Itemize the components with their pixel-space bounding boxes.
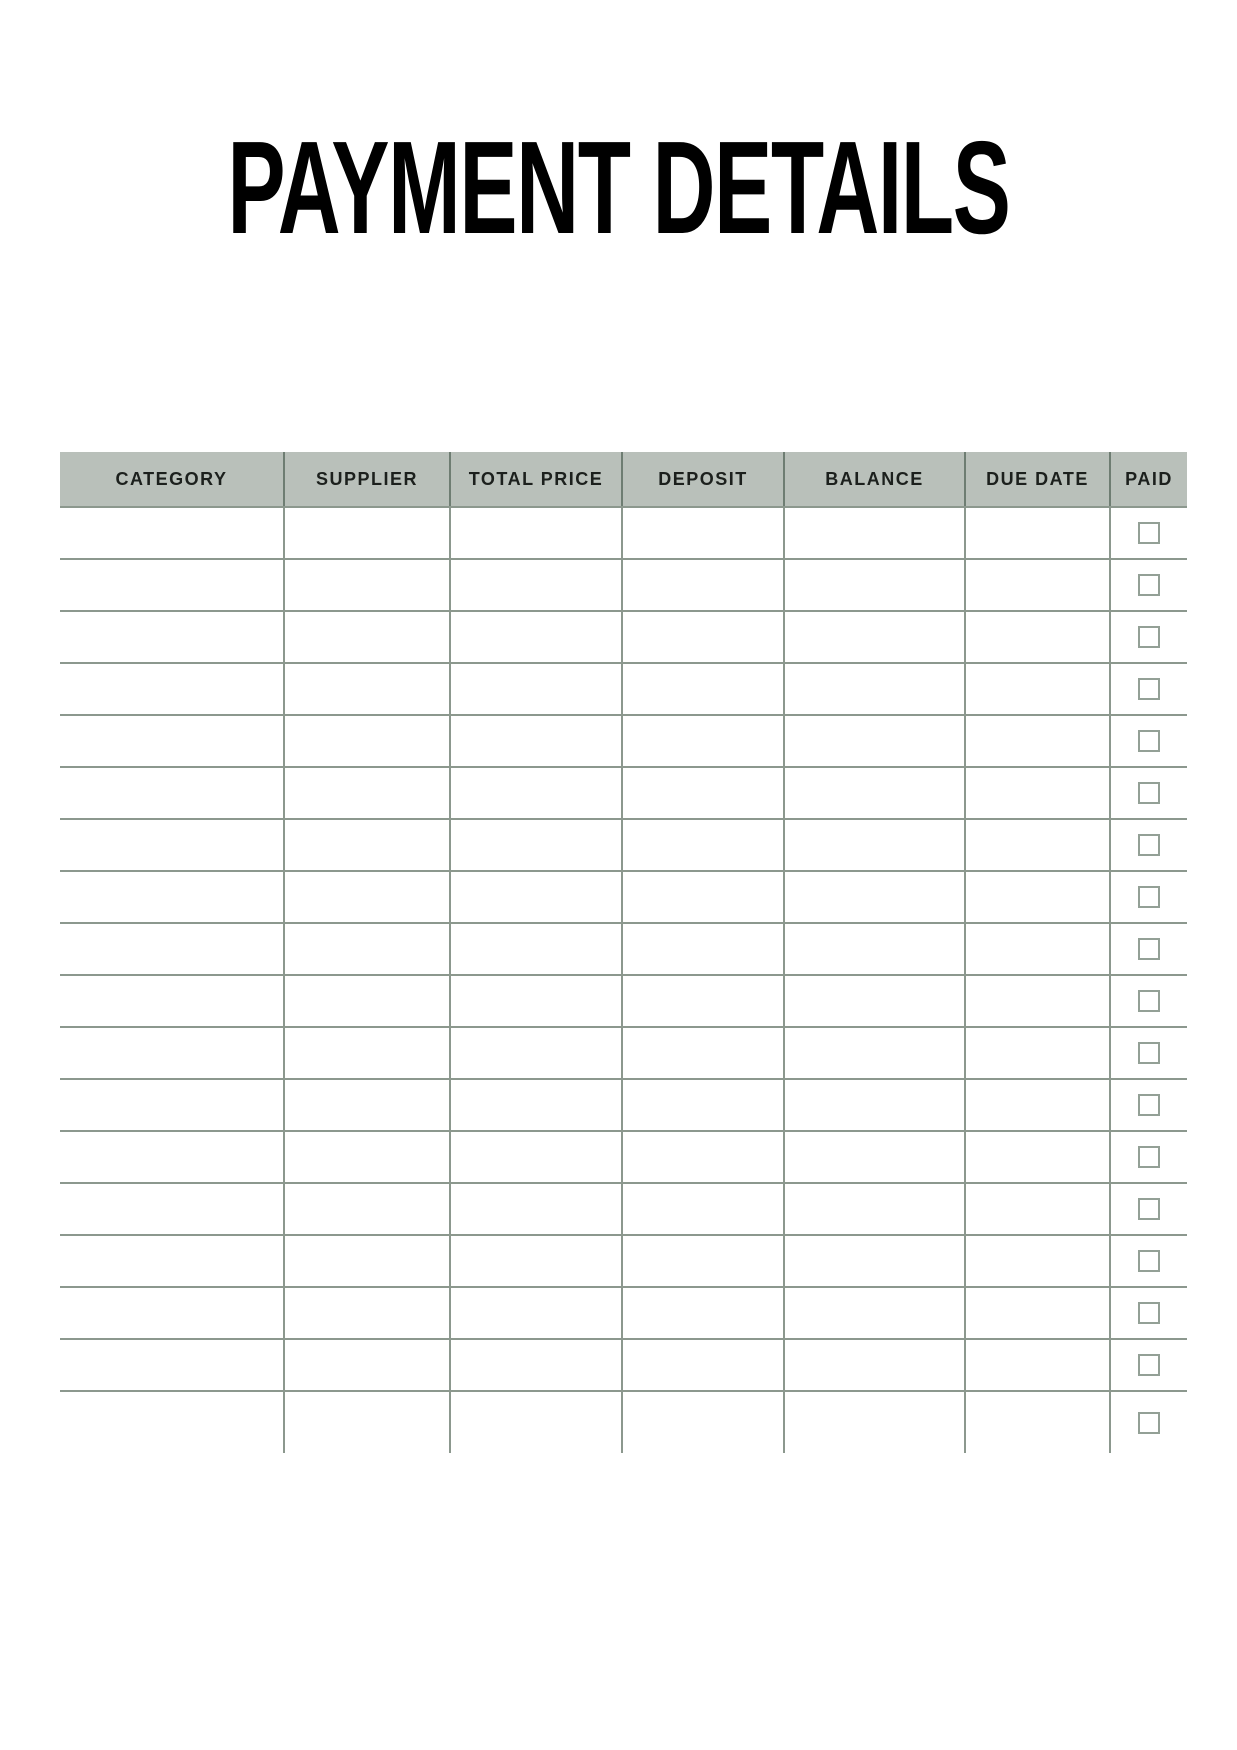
cell-deposit[interactable]	[622, 819, 784, 871]
cell-supplier[interactable]	[284, 871, 450, 923]
paid-checkbox[interactable]	[1138, 1302, 1160, 1324]
cell-supplier[interactable]	[284, 923, 450, 975]
cell-due-date[interactable]	[965, 1027, 1110, 1079]
cell-total-price[interactable]	[450, 1183, 622, 1235]
cell-category[interactable]	[60, 923, 284, 975]
cell-supplier[interactable]	[284, 715, 450, 767]
cell-balance[interactable]	[784, 923, 965, 975]
table-body	[60, 507, 1187, 1453]
paid-checkbox[interactable]	[1138, 834, 1160, 856]
cell-balance[interactable]	[784, 715, 965, 767]
cell-supplier[interactable]	[284, 1183, 450, 1235]
cell-total-price[interactable]	[450, 975, 622, 1027]
cell-deposit[interactable]	[622, 1391, 784, 1453]
cell-paid	[1110, 923, 1187, 975]
cell-category[interactable]	[60, 611, 284, 663]
cell-total-price[interactable]	[450, 923, 622, 975]
cell-balance[interactable]	[784, 1183, 965, 1235]
cell-paid	[1110, 1391, 1187, 1453]
cell-paid	[1110, 1131, 1187, 1183]
cell-total-price[interactable]	[450, 715, 622, 767]
cell-due-date[interactable]	[965, 663, 1110, 715]
cell-category[interactable]	[60, 663, 284, 715]
cell-due-date[interactable]	[965, 1235, 1110, 1287]
cell-category[interactable]	[60, 819, 284, 871]
table-row	[60, 663, 1187, 715]
cell-supplier[interactable]	[284, 611, 450, 663]
cell-deposit[interactable]	[622, 1183, 784, 1235]
cell-due-date[interactable]	[965, 1183, 1110, 1235]
header-row	[60, 452, 1187, 507]
cell-due-date[interactable]	[965, 559, 1110, 611]
cell-deposit[interactable]	[622, 663, 784, 715]
cell-category[interactable]	[60, 1287, 284, 1339]
cell-paid	[1110, 871, 1187, 923]
cell-due-date[interactable]	[965, 871, 1110, 923]
paid-checkbox[interactable]	[1138, 886, 1160, 908]
cell-supplier[interactable]	[284, 507, 450, 559]
table-row	[60, 1287, 1187, 1339]
cell-supplier[interactable]	[284, 1391, 450, 1453]
table-row	[60, 1131, 1187, 1183]
table-row	[60, 923, 1187, 975]
cell-balance[interactable]	[784, 611, 965, 663]
cell-supplier[interactable]	[284, 767, 450, 819]
cell-total-price[interactable]	[450, 663, 622, 715]
paid-checkbox[interactable]	[1138, 1042, 1160, 1064]
cell-balance[interactable]	[784, 767, 965, 819]
table-row	[60, 611, 1187, 663]
table-row	[60, 1235, 1187, 1287]
cell-category[interactable]	[60, 871, 284, 923]
cell-due-date[interactable]	[965, 507, 1110, 559]
cell-due-date[interactable]	[965, 611, 1110, 663]
cell-total-price[interactable]	[450, 611, 622, 663]
cell-supplier[interactable]	[284, 819, 450, 871]
cell-paid	[1110, 819, 1187, 871]
cell-due-date[interactable]	[965, 975, 1110, 1027]
cell-due-date[interactable]	[965, 1391, 1110, 1453]
cell-paid	[1110, 767, 1187, 819]
cell-paid	[1110, 1339, 1187, 1391]
cell-paid	[1110, 1027, 1187, 1079]
col-header-due-date: DUE DATE	[965, 452, 1110, 507]
cell-deposit[interactable]	[622, 871, 784, 923]
paid-checkbox[interactable]	[1138, 678, 1160, 700]
cell-total-price[interactable]	[450, 507, 622, 559]
table-row	[60, 1027, 1187, 1079]
cell-balance[interactable]	[784, 975, 965, 1027]
cell-deposit[interactable]	[622, 611, 784, 663]
cell-deposit[interactable]	[622, 715, 784, 767]
paid-checkbox[interactable]	[1138, 1198, 1160, 1220]
cell-balance[interactable]	[784, 1287, 965, 1339]
col-header-total-price: TOTAL PRICE	[450, 452, 622, 507]
col-header-balance: BALANCE	[784, 452, 965, 507]
paid-checkbox[interactable]	[1138, 522, 1160, 544]
cell-balance[interactable]	[784, 1339, 965, 1391]
cell-paid	[1110, 1079, 1187, 1131]
cell-deposit[interactable]	[622, 767, 784, 819]
cell-due-date[interactable]	[965, 923, 1110, 975]
cell-balance[interactable]	[784, 1235, 965, 1287]
cell-due-date[interactable]	[965, 715, 1110, 767]
cell-total-price[interactable]	[450, 1235, 622, 1287]
table-row	[60, 1391, 1187, 1453]
cell-paid	[1110, 715, 1187, 767]
paid-checkbox[interactable]	[1138, 1354, 1160, 1376]
col-header-supplier: SUPPLIER	[284, 452, 450, 507]
cell-due-date[interactable]	[965, 819, 1110, 871]
table-row	[60, 1183, 1187, 1235]
paid-checkbox[interactable]	[1138, 990, 1160, 1012]
cell-total-price[interactable]	[450, 1079, 622, 1131]
cell-deposit[interactable]	[622, 1079, 784, 1131]
cell-balance[interactable]	[784, 1079, 965, 1131]
cell-deposit[interactable]	[622, 1287, 784, 1339]
paid-checkbox[interactable]	[1138, 1094, 1160, 1116]
cell-total-price[interactable]	[450, 819, 622, 871]
paid-checkbox[interactable]	[1138, 626, 1160, 648]
cell-paid	[1110, 1235, 1187, 1287]
cell-total-price[interactable]	[450, 871, 622, 923]
cell-category[interactable]	[60, 559, 284, 611]
table-row	[60, 1079, 1187, 1131]
table-row	[60, 767, 1187, 819]
cell-deposit[interactable]	[622, 923, 784, 975]
paid-checkbox[interactable]	[1138, 938, 1160, 960]
cell-supplier[interactable]	[284, 1027, 450, 1079]
cell-paid	[1110, 507, 1187, 559]
cell-deposit[interactable]	[622, 507, 784, 559]
cell-supplier[interactable]	[284, 1339, 450, 1391]
cell-supplier[interactable]	[284, 975, 450, 1027]
cell-paid	[1110, 663, 1187, 715]
col-header-category: CATEGORY	[60, 452, 284, 507]
cell-due-date[interactable]	[965, 1131, 1110, 1183]
cell-category[interactable]	[60, 1131, 284, 1183]
table-row	[60, 559, 1187, 611]
cell-paid	[1110, 1287, 1187, 1339]
cell-balance[interactable]	[784, 1131, 965, 1183]
table-row	[60, 819, 1187, 871]
paid-checkbox[interactable]	[1138, 782, 1160, 804]
paid-checkbox[interactable]	[1138, 1250, 1160, 1272]
page-title: PAYMENT DETAILS	[227, 114, 1010, 261]
paid-checkbox[interactable]	[1138, 1146, 1160, 1168]
cell-due-date[interactable]	[965, 767, 1110, 819]
paid-checkbox[interactable]	[1138, 1412, 1160, 1434]
cell-due-date[interactable]	[965, 1339, 1110, 1391]
paid-checkbox[interactable]	[1138, 574, 1160, 596]
table-row	[60, 1339, 1187, 1391]
cell-supplier[interactable]	[284, 1131, 450, 1183]
table-row	[60, 507, 1187, 559]
table-row	[60, 715, 1187, 767]
cell-deposit[interactable]	[622, 975, 784, 1027]
cell-paid	[1110, 1183, 1187, 1235]
cell-total-price[interactable]	[450, 1131, 622, 1183]
cell-category[interactable]	[60, 1391, 284, 1453]
cell-balance[interactable]	[784, 819, 965, 871]
cell-paid	[1110, 611, 1187, 663]
cell-balance[interactable]	[784, 1391, 965, 1453]
cell-deposit[interactable]	[622, 559, 784, 611]
cell-supplier[interactable]	[284, 559, 450, 611]
cell-category[interactable]	[60, 1339, 284, 1391]
cell-paid	[1110, 559, 1187, 611]
cell-category[interactable]	[60, 1235, 284, 1287]
cell-category[interactable]	[60, 715, 284, 767]
cell-category[interactable]	[60, 507, 284, 559]
cell-balance[interactable]	[784, 507, 965, 559]
cell-category[interactable]	[60, 767, 284, 819]
cell-supplier[interactable]	[284, 663, 450, 715]
cell-balance[interactable]	[784, 1027, 965, 1079]
cell-paid	[1110, 975, 1187, 1027]
payment-table	[60, 452, 1187, 1453]
cell-deposit[interactable]	[622, 1131, 784, 1183]
col-header-deposit: DEPOSIT	[622, 452, 784, 507]
paid-checkbox[interactable]	[1138, 730, 1160, 752]
cell-balance[interactable]	[784, 663, 965, 715]
cell-due-date[interactable]	[965, 1079, 1110, 1131]
cell-total-price[interactable]	[450, 1391, 622, 1453]
cell-category[interactable]	[60, 975, 284, 1027]
cell-total-price[interactable]	[450, 1287, 622, 1339]
cell-due-date[interactable]	[965, 1287, 1110, 1339]
cell-balance[interactable]	[784, 559, 965, 611]
cell-deposit[interactable]	[622, 1339, 784, 1391]
table-row	[60, 871, 1187, 923]
cell-supplier[interactable]	[284, 1235, 450, 1287]
cell-total-price[interactable]	[450, 559, 622, 611]
cell-total-price[interactable]	[450, 767, 622, 819]
col-header-paid: PAID	[1110, 452, 1187, 507]
table-row	[60, 975, 1187, 1027]
cell-deposit[interactable]	[622, 1235, 784, 1287]
cell-deposit[interactable]	[622, 1027, 784, 1079]
cell-category[interactable]	[60, 1027, 284, 1079]
cell-category[interactable]	[60, 1079, 284, 1131]
cell-total-price[interactable]	[450, 1339, 622, 1391]
cell-balance[interactable]	[784, 871, 965, 923]
cell-supplier[interactable]	[284, 1287, 450, 1339]
cell-supplier[interactable]	[284, 1079, 450, 1131]
cell-category[interactable]	[60, 1183, 284, 1235]
cell-total-price[interactable]	[450, 1027, 622, 1079]
